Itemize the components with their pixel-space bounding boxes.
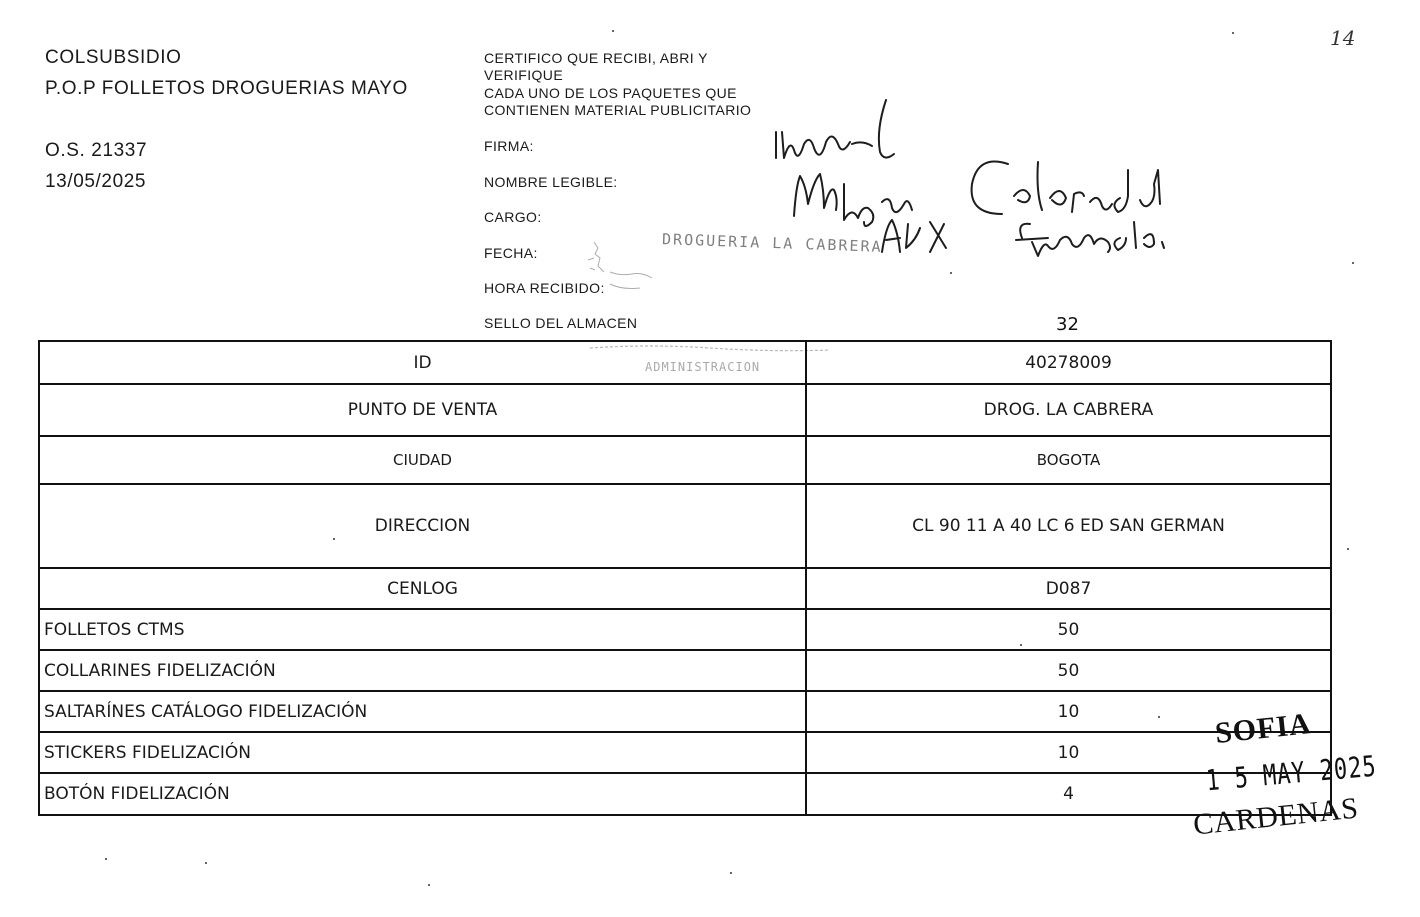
row-value: 10: [806, 732, 1331, 773]
row-label: BOTÓN FIDELIZACIÓN: [39, 773, 806, 815]
handwritten-signature-icon: [760, 92, 1240, 272]
scan-speck: [1347, 548, 1349, 550]
row-value: 10: [806, 691, 1331, 732]
table-row: [39, 436, 1331, 484]
table-row: [39, 609, 1331, 650]
cert-text-3: CADA UNO DE LOS PAQUETES QUE: [484, 85, 737, 101]
drogueria-stamp: DROGUERIA LA CABRERA: [661, 230, 883, 256]
table-row: [39, 484, 1331, 568]
table-row: [39, 691, 1331, 732]
company-name: COLSUBSIDIO: [45, 47, 182, 68]
row-label: FOLLETOS CTMS: [39, 609, 806, 650]
row-value: BOGOTA: [806, 436, 1331, 484]
cert-text-4: CONTIENEN MATERIAL PUBLICITARIO: [484, 102, 752, 118]
scan-speck: [1020, 644, 1022, 646]
scan-speck: [950, 272, 952, 274]
document-date: 13/05/2025: [45, 171, 147, 192]
scan-speck: [428, 884, 430, 886]
scan-speck: [105, 858, 107, 860]
admin-stamp: ADMINISTRACION: [645, 360, 761, 374]
row-label: CENLOG: [39, 568, 806, 609]
seal-icon: [580, 232, 660, 302]
row-label: STICKERS FIDELIZACIÓN: [39, 732, 806, 773]
stamp-name-top: SOFIA: [1213, 707, 1314, 750]
row-value: 50: [806, 650, 1331, 691]
row-value: DROG. LA CABRERA: [806, 384, 1331, 436]
firma-label: FIRMA:: [484, 138, 534, 154]
campaign-title: P.O.P FOLLETOS DROGUERIAS MAYO: [45, 78, 408, 99]
cargo-label: CARGO:: [484, 209, 542, 225]
row-value: D087: [806, 568, 1331, 609]
fecha-label: FECHA:: [484, 245, 538, 261]
row-label: ID: [39, 341, 806, 384]
row-value: 40278009: [806, 341, 1331, 384]
scan-speck: [730, 872, 732, 874]
hora-label: HORA RECIBIDO:: [484, 280, 605, 296]
box-count: 32: [1056, 314, 1079, 335]
row-label: CIUDAD: [39, 436, 806, 484]
table-row: [39, 773, 1331, 815]
table-row: [39, 568, 1331, 609]
cert-text-2: VERIFIQUE: [484, 67, 564, 83]
nombre-label: NOMBRE LEGIBLE:: [484, 174, 618, 190]
stamp-date: 1 5 MAY 2025: [1204, 750, 1379, 799]
table-row: [39, 650, 1331, 691]
row-value: 50: [806, 609, 1331, 650]
page-number: 14: [1330, 26, 1356, 50]
row-label: COLLARINES FIDELIZACIÓN: [39, 650, 806, 691]
scan-speck: [1352, 262, 1354, 264]
row-value: CL 90 11 A 40 LC 6 ED SAN GERMAN: [806, 484, 1331, 568]
scan-speck: [333, 538, 335, 540]
scan-speck: [1158, 716, 1160, 718]
order-number: O.S. 21337: [45, 140, 148, 161]
delivery-table: [38, 340, 1332, 816]
row-label: PUNTO DE VENTA: [39, 384, 806, 436]
scan-speck: [612, 30, 614, 32]
table-row: [39, 732, 1331, 773]
row-label: DIRECCION: [39, 484, 806, 568]
row-label: SALTARÍNES CATÁLOGO FIDELIZACIÓN: [39, 691, 806, 732]
scan-speck: [205, 862, 207, 864]
table-row: [39, 341, 1331, 384]
cert-text-1: CERTIFICO QUE RECIBI, ABRI Y: [484, 50, 708, 66]
scan-speck: [1232, 32, 1234, 34]
stamp-name-bottom: CARDENAS: [1191, 791, 1360, 842]
sello-label: SELLO DEL ALMACEN: [484, 315, 638, 331]
table-row: [39, 384, 1331, 436]
row-value: 4: [806, 773, 1331, 815]
